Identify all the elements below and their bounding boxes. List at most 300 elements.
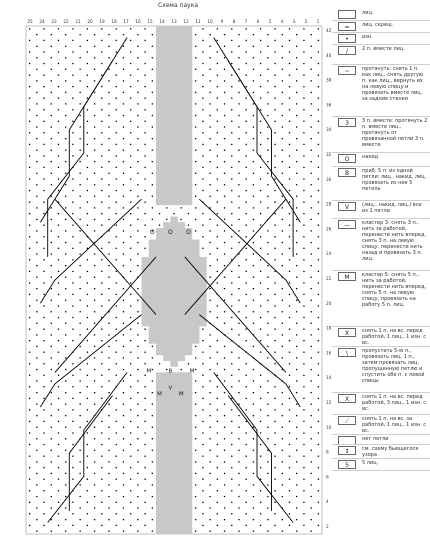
purl-dot [253, 450, 255, 452]
purl-dot [87, 432, 89, 434]
purl-dot [79, 69, 81, 71]
gray-cell [142, 274, 149, 280]
purl-dot [144, 28, 146, 30]
purl-dot [94, 172, 96, 174]
purl-dot [217, 340, 219, 342]
purl-dot [202, 444, 204, 446]
purl-dot [43, 340, 45, 342]
gray-cell [178, 465, 185, 471]
purl-dot [79, 461, 81, 463]
purl-dot [245, 455, 247, 457]
legend-text: пропустить 5-ю п., провязать лиц. 1 п., затем провязать лиц. пропущенную петлю и спустить обе п. с левой спицы [362, 348, 427, 384]
purl-dot [36, 184, 38, 186]
purl-dot [296, 530, 298, 532]
purl-dot [238, 507, 240, 509]
gray-cell [156, 240, 163, 246]
purl-dot [253, 138, 255, 140]
purl-dot [94, 484, 96, 486]
gray-cell [156, 430, 163, 436]
purl-dot [123, 34, 125, 36]
gray-cell [185, 395, 192, 401]
gray-cell [185, 153, 192, 159]
gray-cell [170, 38, 177, 44]
purl-dot [29, 190, 31, 192]
purl-dot [260, 28, 262, 30]
gray-cell [185, 424, 192, 430]
purl-dot [101, 109, 103, 111]
purl-dot [282, 346, 284, 348]
purl-dot [79, 126, 81, 128]
purl-dot [195, 138, 197, 140]
purl-dot [231, 317, 233, 319]
purl-dot [115, 525, 117, 527]
purl-dot [43, 40, 45, 42]
gray-cell [199, 303, 206, 309]
legend-text: протянуть: снять 1 п. как лиц., снять другую п. как лиц., вернуть их на левую спицу и провязать вместе лиц. за задние стенки [362, 66, 425, 102]
purl-dot [318, 178, 320, 180]
purl-dot [231, 363, 233, 365]
purl-dot [289, 109, 291, 111]
purl-dot [115, 132, 117, 134]
gray-cell [156, 159, 163, 165]
purl-dot [123, 334, 125, 336]
purl-dot [123, 299, 125, 301]
purl-dot [72, 224, 74, 226]
purl-dot [303, 432, 305, 434]
purl-dot [209, 276, 211, 278]
purl-dot [108, 172, 110, 174]
purl-dot [130, 86, 132, 88]
purl-dot [101, 490, 103, 492]
purl-dot [101, 259, 103, 261]
note-icon: 5 [338, 460, 356, 469]
gray-cell [185, 430, 192, 436]
gray-cell [142, 280, 149, 286]
purl-dot [108, 473, 110, 475]
gray-cell [178, 43, 185, 49]
purl-dot [137, 230, 139, 232]
purl-dot [195, 507, 197, 509]
legend-divider [332, 218, 430, 219]
purl-dot [79, 172, 81, 174]
purl-dot [310, 403, 312, 405]
purl-dot [152, 519, 154, 521]
gray-cell [156, 303, 163, 309]
purl-dot [267, 357, 269, 359]
gray-cell [163, 55, 170, 61]
purl-dot [101, 213, 103, 215]
purl-dot [238, 334, 240, 336]
gray-cell [149, 315, 156, 321]
purl-dot [29, 328, 31, 330]
purl-dot [274, 190, 276, 192]
purl-dot [318, 51, 320, 53]
gray-cell [156, 326, 163, 332]
purl-dot [245, 305, 247, 307]
purl-dot [72, 340, 74, 342]
purl-dot [51, 80, 53, 82]
purl-dot [79, 230, 81, 232]
purl-dot [318, 421, 320, 423]
purl-dot [108, 149, 110, 151]
purl-dot [217, 63, 219, 65]
purl-dot [36, 288, 38, 290]
purl-dot [152, 438, 154, 440]
gray-cell [192, 240, 199, 246]
purl-dot [58, 502, 60, 504]
purl-dot [224, 426, 226, 428]
purl-dot [274, 178, 276, 180]
purl-dot [29, 409, 31, 411]
purl-dot [310, 92, 312, 94]
row-number: 40 [326, 52, 332, 58]
gray-cell [156, 488, 163, 494]
purl-dot [209, 92, 211, 94]
gray-cell [156, 32, 163, 38]
gray-cell [170, 240, 177, 246]
purl-dot [152, 80, 154, 82]
purl-dot [231, 63, 233, 65]
purl-dot [87, 513, 89, 515]
purl-dot [144, 340, 146, 342]
gray-cell [170, 430, 177, 436]
gray-cell [156, 124, 163, 130]
gray-cell [163, 49, 170, 55]
gray-cell [185, 442, 192, 448]
purl-dot [231, 294, 233, 296]
gray-cell [178, 257, 185, 263]
purl-dot [310, 346, 312, 348]
gray-cell [178, 228, 185, 234]
purl-dot [238, 34, 240, 36]
purl-dot [65, 346, 67, 348]
purl-dot [79, 519, 81, 521]
gray-cell [156, 436, 163, 442]
purl-dot [267, 184, 269, 186]
purl-dot [101, 432, 103, 434]
purl-dot [296, 507, 298, 509]
purl-dot [318, 121, 320, 123]
purl-dot [282, 126, 284, 128]
purl-dot [58, 467, 60, 469]
purl-dot [123, 207, 125, 209]
purl-dot [238, 126, 240, 128]
purl-dot [318, 317, 320, 319]
purl-dot [267, 80, 269, 82]
purl-dot [296, 57, 298, 59]
purl-dot [253, 507, 255, 509]
cluster-5-icon: M [338, 272, 356, 281]
purl-dot [245, 97, 247, 99]
purl-dot [51, 288, 53, 290]
purl-dot [224, 196, 226, 198]
purl-dot [137, 149, 139, 151]
purl-dot [87, 351, 89, 353]
gray-cell [178, 528, 185, 534]
gray-cell [185, 66, 192, 72]
purl-dot [318, 467, 320, 469]
legend-text: 2 п. вместе лиц. [362, 46, 405, 52]
purl-dot [94, 92, 96, 94]
purl-dot [224, 507, 226, 509]
purl-dot [245, 490, 247, 492]
purl-dot [79, 138, 81, 140]
purl-dot [43, 51, 45, 53]
gray-cell [163, 315, 170, 321]
purl-dot [245, 213, 247, 215]
skip-icon: \ [338, 348, 356, 357]
row-number: 26 [326, 226, 332, 232]
purl-dot [209, 69, 211, 71]
purl-dot [115, 490, 117, 492]
gray-cell [199, 297, 206, 303]
gray-cell [170, 113, 177, 119]
purl-dot [195, 473, 197, 475]
gray-cell [185, 130, 192, 136]
purl-dot [289, 478, 291, 480]
purl-dot [115, 282, 117, 284]
gray-cell [163, 401, 170, 407]
gray-cell [142, 315, 149, 321]
gray-cell [156, 199, 163, 205]
purl-dot [51, 392, 53, 394]
gray-cell [163, 107, 170, 113]
gray-cell [156, 43, 163, 49]
purl-dot [274, 478, 276, 480]
legend-divider [332, 470, 430, 471]
purl-dot [303, 294, 305, 296]
purl-dot [260, 444, 262, 446]
purl-dot [238, 138, 240, 140]
purl-dot [72, 155, 74, 157]
purl-dot [231, 86, 233, 88]
column-number: 12 [183, 19, 189, 24]
purl-dot [152, 507, 154, 509]
purl-dot [108, 161, 110, 163]
purl-dot [144, 190, 146, 192]
purl-dot [72, 144, 74, 146]
purl-dot [29, 144, 31, 146]
purl-dot [130, 259, 132, 261]
purl-dot [87, 525, 89, 527]
legend-text: (лиц., накид, лиц.) все из 1 петли [362, 202, 424, 214]
gray-cell [170, 326, 177, 332]
gray-cell [156, 141, 163, 147]
purl-dot [253, 484, 255, 486]
purl-dot [282, 45, 284, 47]
purl-dot [282, 265, 284, 267]
purl-dot [253, 299, 255, 301]
purl-dot [58, 340, 60, 342]
purl-dot [72, 63, 74, 65]
purl-dot [108, 403, 110, 405]
purl-dot [36, 196, 38, 198]
gray-cell [163, 453, 170, 459]
gray-cell [185, 101, 192, 107]
purl-dot [101, 386, 103, 388]
purl-dot [65, 530, 67, 532]
gray-cell [185, 182, 192, 188]
purl-dot [267, 103, 269, 105]
purl-dot [65, 172, 67, 174]
gray-cell [163, 511, 170, 517]
gray-cell [163, 188, 170, 194]
purl-dot [303, 317, 305, 319]
gray-cell [170, 332, 177, 338]
purl-dot [94, 69, 96, 71]
gray-cell [170, 66, 177, 72]
purl-dot [289, 444, 291, 446]
purl-dot [115, 398, 117, 400]
purl-dot [310, 34, 312, 36]
gray-cell [199, 309, 206, 315]
purl-dot [130, 51, 132, 53]
body-symbol: O [186, 228, 191, 236]
purl-dot [101, 144, 103, 146]
purl-dot [282, 196, 284, 198]
purl-dot [238, 519, 240, 521]
gray-cell [156, 234, 163, 240]
purl-dot [289, 398, 291, 400]
column-number: 9 [220, 19, 224, 24]
purl-dot [152, 57, 154, 59]
purl-dot [130, 97, 132, 99]
purl-dot [137, 369, 139, 371]
gray-cell [149, 280, 156, 286]
purl-dot [43, 386, 45, 388]
purl-dot [209, 380, 211, 382]
gray-cell [156, 188, 163, 194]
gray-cell [163, 436, 170, 442]
purl-dot [245, 259, 247, 261]
purl-dot [137, 380, 139, 382]
purl-dot [188, 213, 190, 215]
gray-cell [170, 222, 177, 228]
purl-dot [94, 473, 96, 475]
purl-dot [289, 409, 291, 411]
gray-cell [156, 320, 163, 326]
row-number: 2 [326, 524, 329, 529]
gray-cell [149, 292, 156, 298]
gray-cell [178, 413, 185, 419]
gray-cell [163, 303, 170, 309]
gray-cell [163, 528, 170, 534]
gray-cell [185, 315, 192, 321]
purl-dot [43, 97, 45, 99]
repeat-arrow-icon: ↕ [338, 446, 356, 455]
purl-dot [318, 40, 320, 42]
gray-cell [163, 522, 170, 528]
purl-dot [51, 69, 53, 71]
purl-dot [51, 380, 53, 382]
purl-dot [123, 103, 125, 105]
purl-dot [224, 288, 226, 290]
purl-dot [43, 490, 45, 492]
purl-dot [310, 115, 312, 117]
gray-cell [156, 419, 163, 425]
gray-cell [192, 257, 199, 263]
purl-dot [58, 282, 60, 284]
purl-dot [36, 438, 38, 440]
gray-cell [170, 413, 177, 419]
gray-cell [185, 38, 192, 44]
purl-dot [245, 340, 247, 342]
row-number: 42 [326, 28, 332, 33]
purl-dot [245, 444, 247, 446]
purl-dot [318, 213, 320, 215]
gray-cell [156, 130, 163, 136]
gray-cell [156, 78, 163, 84]
purl-dot [144, 467, 146, 469]
purl-dot [87, 51, 89, 53]
purl-dot [108, 496, 110, 498]
purl-dot [115, 421, 117, 423]
gray-cell [156, 349, 163, 355]
purl-dot [101, 178, 103, 180]
purl-dot [245, 224, 247, 226]
purl-dot [36, 357, 38, 359]
purl-dot [253, 207, 255, 209]
purl-dot [303, 398, 305, 400]
purl-dot [318, 478, 320, 480]
purl-dot [253, 346, 255, 348]
purl-dot [289, 213, 291, 215]
purl-dot [58, 213, 60, 215]
purl-dot [144, 502, 146, 504]
purl-dot [209, 519, 211, 521]
gray-cell [163, 395, 170, 401]
purl-dot [115, 144, 117, 146]
purl-dot [58, 40, 60, 42]
purl-dot [101, 340, 103, 342]
gray-cell [192, 286, 199, 292]
purl-dot [87, 317, 89, 319]
purl-dot [303, 363, 305, 365]
purl-dot [217, 432, 219, 434]
purl-dot [137, 196, 139, 198]
purl-dot [224, 126, 226, 128]
gray-cell [163, 72, 170, 78]
purl-dot [51, 172, 53, 174]
purl-dot [137, 184, 139, 186]
gray-cell [163, 499, 170, 505]
purl-dot [87, 97, 89, 99]
purl-dot [318, 340, 320, 342]
purl-dot [152, 403, 154, 405]
purl-dot [202, 213, 204, 215]
purl-dot [58, 109, 60, 111]
purl-dot [209, 438, 211, 440]
purl-dot [238, 230, 240, 232]
purl-dot [123, 149, 125, 151]
purl-dot [217, 421, 219, 423]
purl-dot [245, 121, 247, 123]
purl-dot [130, 444, 132, 446]
gray-cell [185, 118, 192, 124]
column-number: 15 [147, 19, 153, 24]
purl-dot [296, 288, 298, 290]
gray-cell [178, 55, 185, 61]
purl-dot [231, 409, 233, 411]
purl-dot [94, 392, 96, 394]
purl-dot [238, 450, 240, 452]
gray-cell [163, 459, 170, 465]
gray-cell [185, 84, 192, 90]
purl-dot [58, 248, 60, 250]
gray-cell [163, 66, 170, 72]
purl-dot [94, 461, 96, 463]
gray-cell [178, 522, 185, 528]
